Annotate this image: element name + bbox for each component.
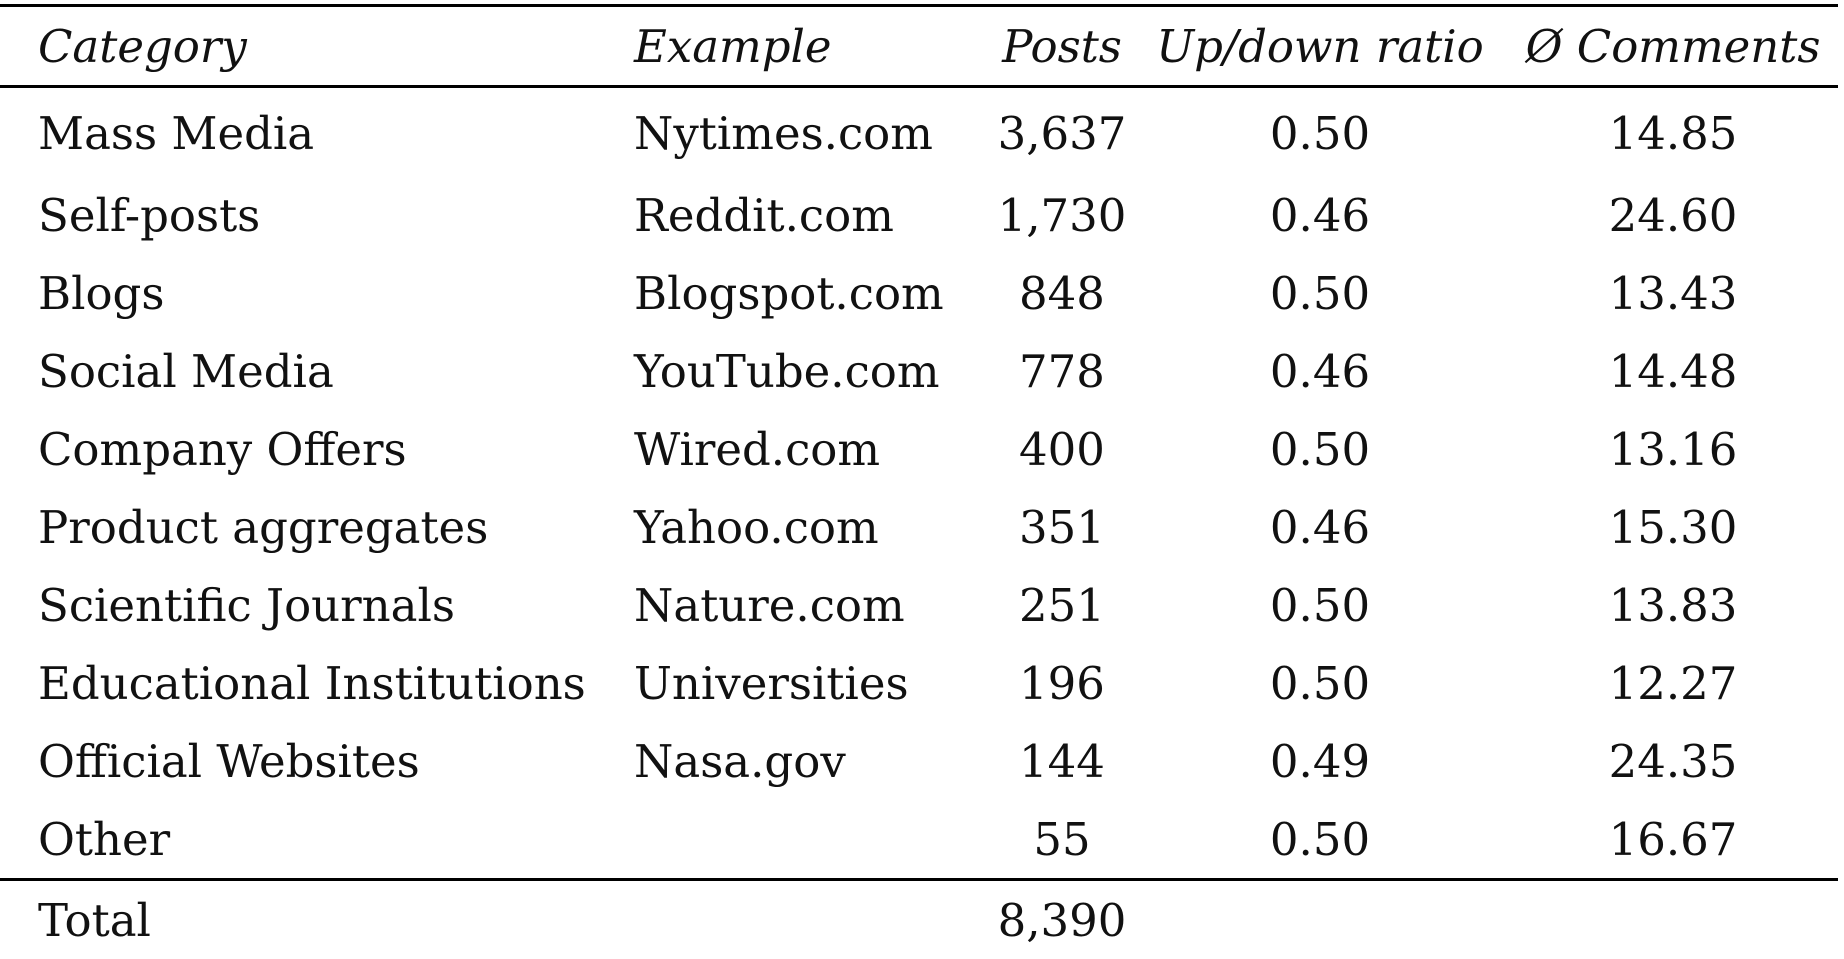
cell-posts: 351 [992,488,1132,566]
cell-category: Self-posts [0,176,634,254]
total-comments-empty [1508,880,1838,959]
cell-category: Blogs [0,254,634,332]
table-row [0,410,1838,488]
cell-posts: 3,637 [992,87,1132,177]
table-row [0,566,1838,644]
cell-comments: 12.27 [1508,644,1838,722]
cell-ratio: 0.46 [1132,176,1508,254]
total-posts: 8,390 [992,880,1132,959]
table-body [0,87,1838,880]
cell-comments: 14.48 [1508,332,1838,410]
cell-posts: 1,730 [992,176,1132,254]
cell-posts: 55 [992,800,1132,880]
table-row [0,722,1838,800]
cell-posts: 144 [992,722,1132,800]
cell-ratio: 0.49 [1132,722,1508,800]
cell-category: Other [0,800,634,880]
cell-example: Universities [634,644,992,722]
table-row [0,644,1838,722]
cell-ratio: 0.50 [1132,800,1508,880]
cell-ratio: 0.50 [1132,566,1508,644]
total-label: Total [0,880,634,959]
cell-category: Scientific Journals [0,566,634,644]
cell-example [634,800,992,880]
table-row [0,488,1838,566]
cell-posts: 196 [992,644,1132,722]
cell-comments: 24.60 [1508,176,1838,254]
cell-posts: 400 [992,410,1132,488]
cell-example: Nasa.gov [634,722,992,800]
cell-ratio: 0.50 [1132,410,1508,488]
cell-example: Blogspot.com [634,254,992,332]
header-posts: Posts [992,6,1132,87]
table-footer [0,880,1838,959]
table-header [0,6,1838,87]
cell-comments: 14.85 [1508,87,1838,177]
table-row [0,176,1838,254]
cell-comments: 13.43 [1508,254,1838,332]
cell-category: Company Offers [0,410,634,488]
cell-example: Nature.com [634,566,992,644]
category-table [0,4,1838,959]
cell-example: YouTube.com [634,332,992,410]
cell-example: Wired.com [634,410,992,488]
cell-ratio: 0.50 [1132,644,1508,722]
cell-posts: 251 [992,566,1132,644]
table-row [0,254,1838,332]
table-row [0,332,1838,410]
cell-category: Product aggregates [0,488,634,566]
header-category: Category [0,6,634,87]
total-row [0,880,1838,959]
cell-ratio: 0.50 [1132,87,1508,177]
table-row [0,87,1838,177]
header-ratio: Up/down ratio [1132,6,1508,87]
cell-example: Nytimes.com [634,87,992,177]
cell-comments: 15.30 [1508,488,1838,566]
cell-ratio: 0.46 [1132,488,1508,566]
cell-posts: 778 [992,332,1132,410]
header-row [0,6,1838,87]
cell-example: Reddit.com [634,176,992,254]
total-example-empty [634,880,992,959]
cell-category: Official Websites [0,722,634,800]
cell-posts: 848 [992,254,1132,332]
cell-ratio: 0.50 [1132,254,1508,332]
total-ratio-empty [1132,880,1508,959]
header-example: Example [634,6,992,87]
cell-example: Yahoo.com [634,488,992,566]
table-row [0,800,1838,880]
cell-category: Educational Institutions [0,644,634,722]
cell-ratio: 0.46 [1132,332,1508,410]
header-comments: Ø Comments [1508,6,1838,87]
cell-category: Mass Media [0,87,634,177]
cell-comments: 13.83 [1508,566,1838,644]
cell-comments: 13.16 [1508,410,1838,488]
cell-comments: 24.35 [1508,722,1838,800]
cell-comments: 16.67 [1508,800,1838,880]
cell-category: Social Media [0,332,634,410]
